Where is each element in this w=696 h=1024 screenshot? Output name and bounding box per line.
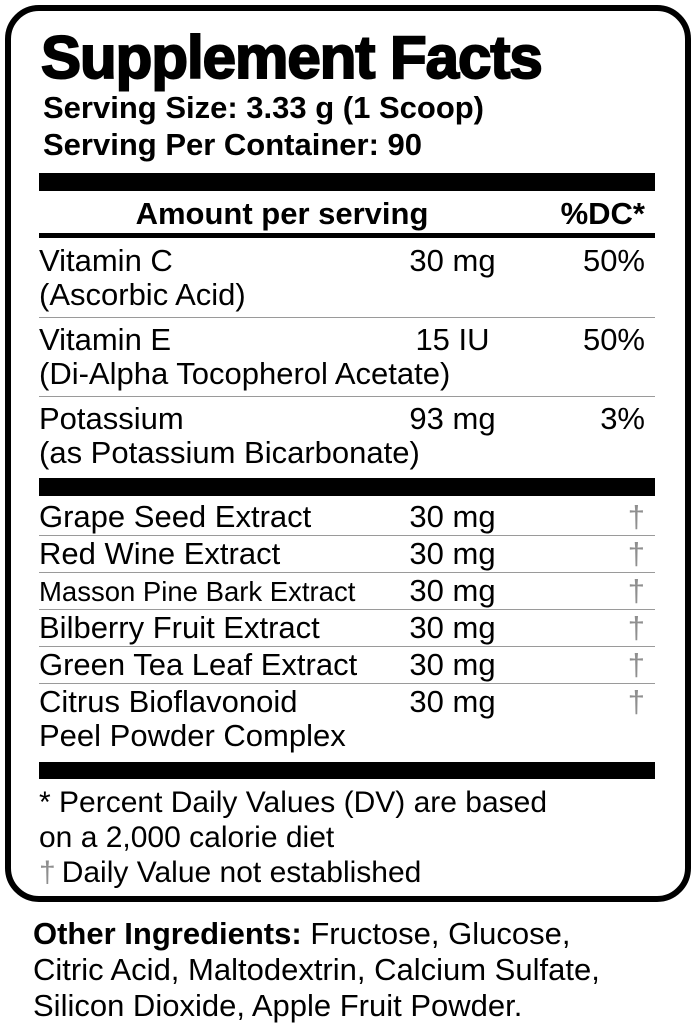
extract-dagger: † <box>627 499 645 534</box>
table-header-row <box>39 195 655 233</box>
extract-dagger: † <box>627 536 645 571</box>
dv-footnote-line2: on a 2,000 calorie diet <box>39 821 335 854</box>
other-ingredients-line3: Silicon Dioxide, Apple Fruit Powder. <box>33 988 523 1023</box>
extract-dagger: † <box>627 647 645 682</box>
nutrient-detail: (Ascorbic Acid) <box>39 277 246 312</box>
extracts-section <box>39 496 655 753</box>
extract-dagger: † <box>627 573 645 608</box>
other-ingredients-line1: Fructose, Glucose, <box>301 916 571 951</box>
servings-per-container-line: Serving Per Container: 90 <box>43 127 423 162</box>
extract-name: Citrus Bioflavonoid <box>39 684 298 719</box>
extract-amount: 30 mg <box>409 536 496 571</box>
other-ingredients-label: Other Ingredients: <box>33 916 302 951</box>
table-row-citrus-bioflavonoid <box>39 685 655 753</box>
nutrient-amount: 15 IU <box>415 322 490 357</box>
nutrient-amount: 30 mg <box>409 243 496 278</box>
nutrient-name: Potassium <box>39 401 184 436</box>
table-row-vitamin-e <box>39 323 655 391</box>
table-row-green-tea <box>39 648 655 685</box>
nutrient-amount: 93 mg <box>409 401 496 436</box>
panel-title: Supplement Facts <box>41 24 542 91</box>
table-row-potassium <box>39 402 655 470</box>
section-bar-middle <box>39 478 655 496</box>
section-bar-bottom <box>39 762 655 779</box>
extract-dagger: † <box>627 610 645 645</box>
extract-amount: 30 mg <box>409 647 496 682</box>
dagger-footnote-text: Daily Value not established <box>61 856 422 889</box>
table-row-red-wine <box>39 537 655 574</box>
extract-dagger: † <box>627 684 645 719</box>
nutrient-detail: (as Potassium Bicarbonate) <box>39 435 420 470</box>
extract-name: Red Wine Extract <box>39 536 281 571</box>
footnotes-section <box>39 779 655 890</box>
nutrient-dv: 3% <box>600 401 645 436</box>
serving-size-line: Serving Size: 3.33 g (1 Scoop) <box>43 90 485 125</box>
other-ingredients-paragraph <box>33 916 683 1024</box>
extract-name: Masson Pine Bark Extract <box>39 576 356 607</box>
nutrient-name: Vitamin E <box>39 322 172 357</box>
dv-footnote-line1: * Percent Daily Values (DV) are based <box>39 786 548 819</box>
extract-amount: 30 mg <box>409 610 496 645</box>
section-bar-top <box>39 173 655 191</box>
extract-amount: 30 mg <box>409 499 496 534</box>
extract-amount: 30 mg <box>409 573 496 608</box>
nutrients-section <box>39 238 655 470</box>
supplement-facts-panel <box>5 5 691 902</box>
dagger-footnote <box>39 855 655 890</box>
percent-dv-header: %DC* <box>560 196 645 231</box>
table-row-grape-seed <box>39 500 655 537</box>
extract-detail: Peel Powder Complex <box>39 718 346 753</box>
row-separator <box>39 572 655 573</box>
nutrient-name: Vitamin C <box>39 243 173 278</box>
amount-per-serving-header: Amount per serving <box>135 196 429 231</box>
table-row-vitamin-c <box>39 244 655 312</box>
row-separator <box>39 396 655 397</box>
nutrient-dv: 50% <box>582 243 645 278</box>
extract-amount: 30 mg <box>409 684 496 719</box>
dagger-symbol: † <box>39 856 56 889</box>
extract-name: Green Tea Leaf Extract <box>39 647 358 682</box>
extract-name: Grape Seed Extract <box>39 499 312 534</box>
table-row-bilberry <box>39 611 655 648</box>
extract-name: Bilberry Fruit Extract <box>39 610 320 645</box>
table-row-masson-pine-bark <box>39 574 655 611</box>
other-ingredients-line2: Citric Acid, Maltodextrin, Calcium Sulfate, <box>33 952 600 987</box>
nutrient-dv: 50% <box>582 322 645 357</box>
nutrient-detail: (Di-Alpha Tocopherol Acetate) <box>39 356 451 391</box>
row-separator <box>39 317 655 318</box>
